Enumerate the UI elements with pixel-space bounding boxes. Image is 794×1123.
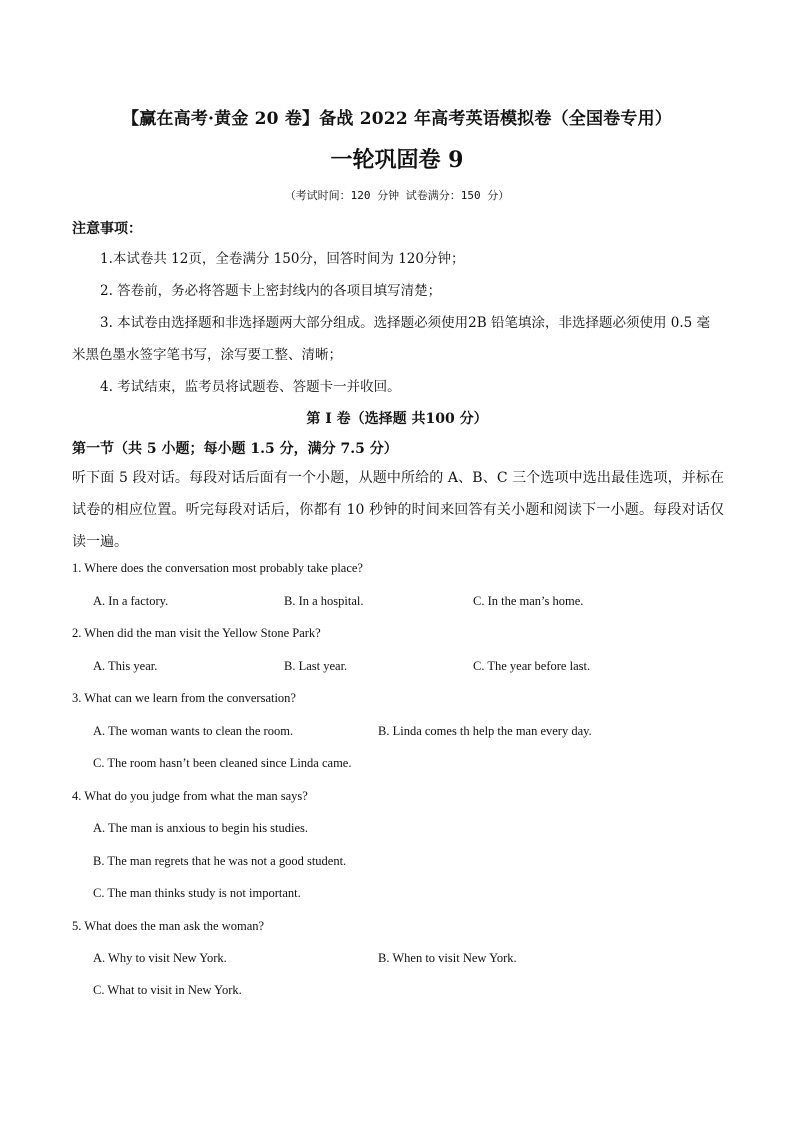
note-item-2: 2. 答卷前，务必将答题卡上密封线内的各项目填写清楚； [100,283,442,299]
question-5-stem: 5. What does the man ask the woman? [72,919,265,933]
note-item-3: 3. 本试卷由选择题和非选择题两大部分组成。选择题必须使用2B 铅笔填涂，非选择题必须使用 0.5 毫米黑色墨水签字笔书写，涂写要工整、清晰； [72,315,711,363]
part-title: 第一节（共 5 小题；每小题 1.5 分，满分 7.5 分） [72,441,398,457]
question-3-option-b: B. Linda comes th help the man every day. [378,724,592,738]
question-2-option-a: A. This year. [93,659,158,673]
question-4-option-b: B. The man regrets that he was not a good student. [93,854,347,868]
note-item-4: 4. 考试结束，监考员将试题卷、答题卡一并收回。 [100,379,401,395]
question-3-stem: 3. What can we learn from the conversation? [72,691,296,705]
question-5-option-b: B. When to visit New York. [378,951,517,965]
question-4-option-a: A. The man is anxious to begin his studies. [93,821,309,835]
question-4-stem: 4. What do you judge from what the man says? [72,789,308,803]
question-3-option-c: C. The room hasn’t been cleaned since Linda came. [93,756,352,770]
question-2-option-c: C. The year before last. [473,659,591,673]
question-1-option-b: B. In a hospital. [284,594,364,608]
question-3-option-a: A. The woman wants to clean the room. [93,724,294,738]
page-subtitle: 一轮巩固卷 9 [330,147,464,173]
notes-heading: 注意事项： [72,221,142,237]
question-4-option-c: C. The man thinks study is not important. [93,886,301,900]
exam-info: （考试时间：120 分钟 试卷满分：150 分） [284,189,510,202]
question-2-option-b: B. Last year. [284,659,348,673]
note-item-1: 1.本试卷共 12页，全卷满分 150分，回答时间为 120分钟； [100,251,465,267]
question-5-option-a: A. Why to visit New York. [93,951,227,965]
section-title: 第 I 卷（选择题 共100 分） [306,411,488,427]
question-1-stem: 1. Where does the conversation most probably take place? [72,561,363,575]
question-1-option-c: C. In the man’s home. [473,594,584,608]
question-1-option-a: A. In a factory. [93,594,169,608]
question-5-option-c: C. What to visit in New York. [93,983,242,997]
question-2-stem: 2. When did the man visit the Yellow Stone Park? [72,626,321,640]
instructions: 听下面 5 段对话。每段对话后面有一个小题，从题中所给的 A、B、C 三个选项中选出最佳选项，并标在试卷的相应位置。听完每段对话后，你都有 10 秒钟的时间来回答有关小题和阅读下一小题。每段对话仅读一遍。 [72,470,724,550]
page-title: 【赢在高考·黄金 20 卷】备战 2022 年高考英语模拟卷（全国卷专用） [122,109,672,129]
